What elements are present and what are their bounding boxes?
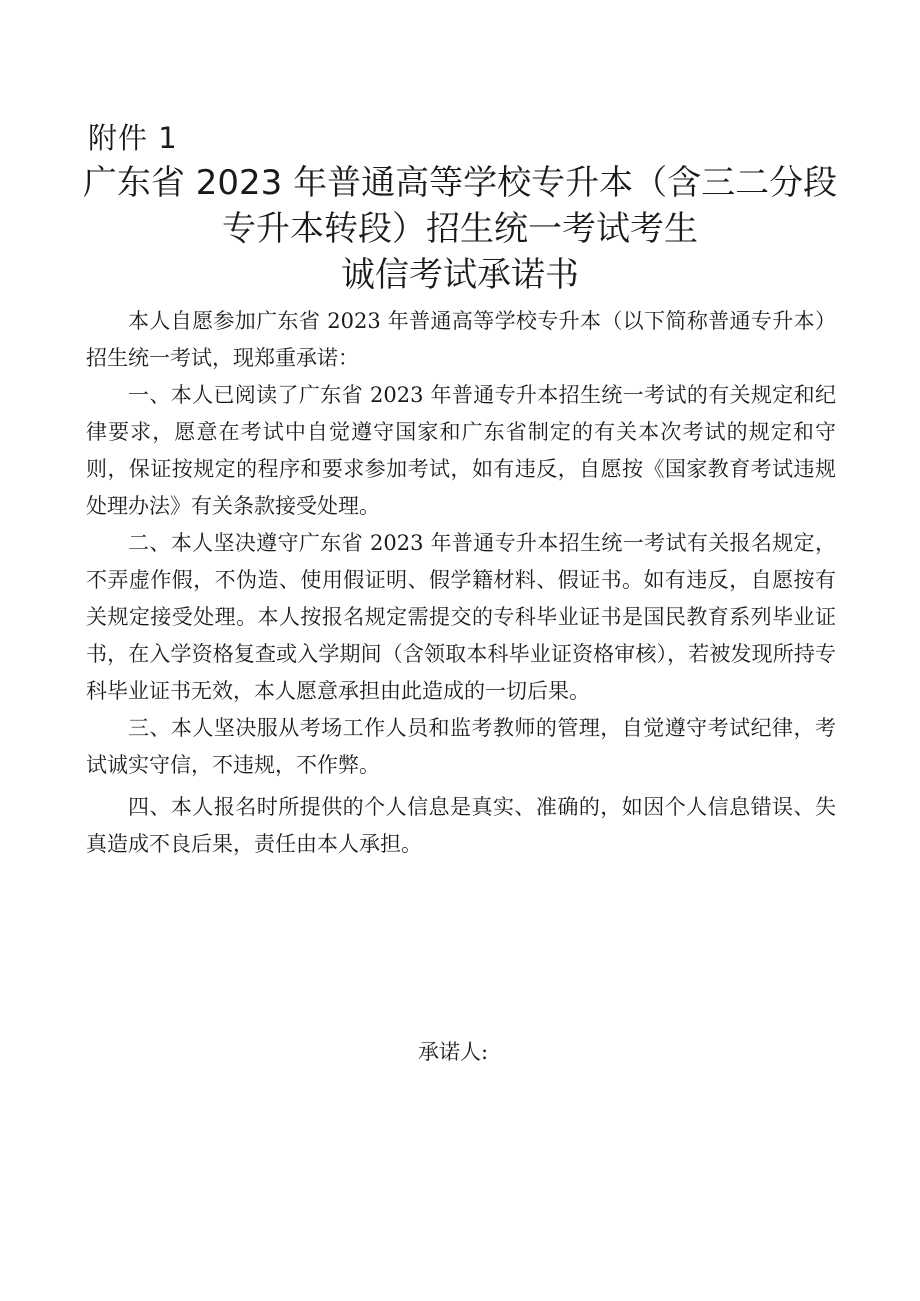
signer-label: 承诺人: [418, 1040, 489, 1064]
document-title [0, 160, 920, 298]
attachment-label: 附件 1 [88, 121, 178, 155]
title-line-3: 诚信考试承诺书 [341, 255, 579, 295]
pledge-item-4: 四、本人报名时所提供的个人信息是真实、准确的，如因个人信息错误、失真造成不良后果，责任由本人承担。 [86, 795, 836, 856]
title-line-2: 专升本转段）招生统一考试考生 [222, 209, 698, 249]
intro-paragraph: 本人自愿参加广东省 2023 年普通高等学校专升本（以下简称普通专升本）招生统一考试，现郑重承诺： [86, 309, 836, 370]
pledge-item-2: 二、本人坚决遵守广东省 2023 年普通专升本招生统一考试有关报名规定，不弄虚作假，不伪造、使用假证明、假学籍材料、假证书。如有违反，自愿按有关规定接受处理。本人按报名规定需提交的专科毕业证书是国民教育系列毕业证书，在入学资格复查或入学期间（含领取本科毕业证资格审核），若被发现所持专科毕业证书无效，本人愿意承担由此造成的一切后果。 [86, 531, 836, 703]
title-line-1: 广东省 2023 年普通高等学校专升本（含三二分段 [82, 163, 838, 203]
pledge-item-1: 一、本人已阅读了广东省 2023 年普通专升本招生统一考试的有关规定和纪律要求，愿意在考试中自觉遵守国家和广东省制定的有关本次考试的规定和守则，保证按规定的程序和要求参加考试，如有违反，自愿按《国家教育考试违规处理办法》有关条款接受处理。 [86, 383, 836, 518]
pledge-item-3: 三、本人坚决服从考场工作人员和监考教师的管理，自觉遵守考试纪律，考试诚实守信，不违规，不作弊。 [86, 716, 836, 777]
pledge-body [86, 303, 836, 863]
